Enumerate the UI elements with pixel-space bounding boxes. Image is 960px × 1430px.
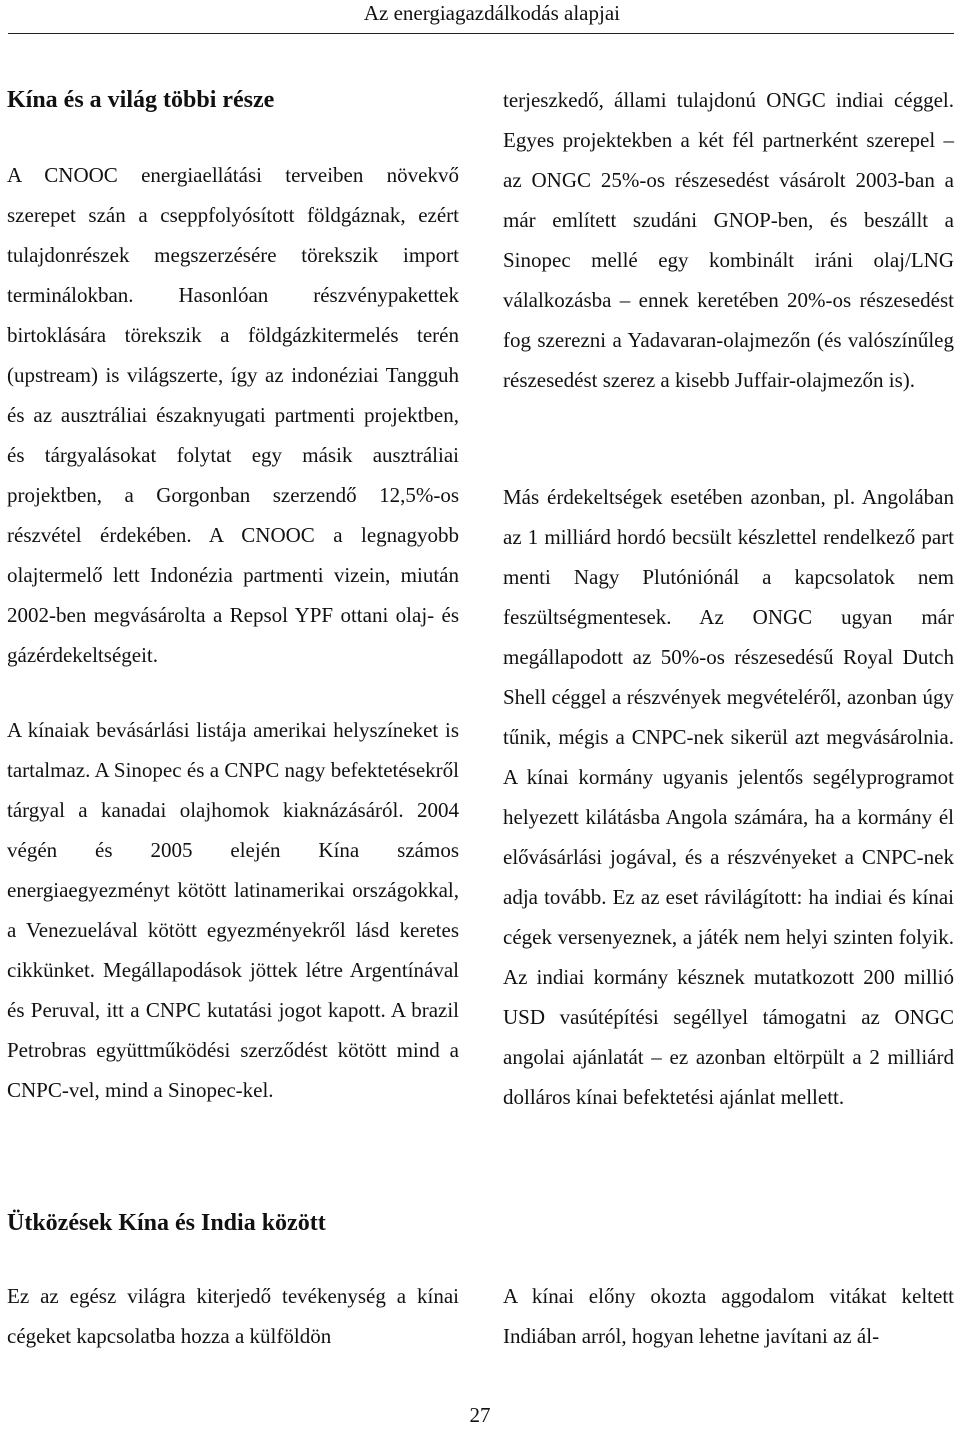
running-header <box>0 0 960 34</box>
section-heading-china-world: Kína és a világ többi része <box>7 87 275 113</box>
paragraph-shopping-list: A kínaiak bevásárlási listája amerikai helyszíneket is tartalmaz. A Sinopec és a CNPC nagy befektetésekről tárgyal a kanadai olajhomok kiaknázásáról. 2004 végén és 2005 elején Kína számos energiaegyezményt kötött latinamerikai országokkal, a Venezuelával kötött egyezményekről lásd keretes cikkünket. Megállapodások jöttek létre Argentínával és Peruval, itt a CNPC kutatási jogot kapott. A brazil Petrobras együttműködési szerződést kötött mind a CNPC-vel, mind a Sinopec-kel. <box>7 718 459 1102</box>
paragraph-ongc: terjeszkedő, állami tulajdonú ONGC indiai céggel. Egyes projektekben a két fél partnerként szerepel – az ONGC 25%-os részesedést vásárolt 2003-ban a már említett szudáni GNOP-ben, és beszállt a Sinopec mellé egy kombinált iráni olaj/LNG válalkozásba – ennek keretében 20%-os részesedést fog szerezni a Yadavaran-olajmezőn (és valószínűleg részesedést szerez a kisebb Juffair-olajmezőn is). <box>503 88 954 392</box>
paragraph-chinese-advantage: A kínai előny okozta aggodalom vitákat keltett Indiában arról, hogyan lehetne javítani az ál- <box>503 1284 954 1348</box>
right-column-block-1 <box>503 80 954 400</box>
paragraph-angola: Más érdekeltségek esetében azonban, pl. Angolában az 1 milliárd hordó becsült készlettel rendelkező part menti Nagy Plutóniónál a kapcsolatok nem feszültségmentesek. Az ONGC ugyan már megállapodott az 50%-os részesedésű Royal Dutch Shell céggel a részvények megvételéről, azonban úgy tűnik, mégis a CNPC-nek sikerül azt megvásárolnia. A kínai kormány ugyanis jelentős segélyprogramot helyezett kilátásba Angola számára, ha a kormány él elővásárlási jogával, és a részvényeket a CNPC-nek adja tovább. Ez az eset rávilágított: ha indiai és kínai cégek versenyeznek, a játék nem helyi szinten folyik. Az indiai kormány késznek mutatkozott 200 millió USD vasútépítési segéllyel támogatni az ONGC angolai ajánlatát – ez azonban eltörpült a 2 milliárd dolláros kínai befektetési ajánlat mellett. <box>503 485 954 1109</box>
right-column-block-2 <box>503 477 954 1117</box>
right-column-block-3 <box>503 1276 954 1356</box>
page-number: 27 <box>469 1403 491 1427</box>
section-heading-china-india: Ütközések Kína és India között <box>7 1210 326 1236</box>
left-column-block-3 <box>7 1276 459 1356</box>
paragraph-worldwide-activity: Ez az egész világra kiterjedő tevékenység a kínai cégeket kapcsolatba hozza a külföldön <box>7 1284 459 1348</box>
paragraph-cnooc: A CNOOC energiaellátási terveiben növekvő szerepet szán a cseppfolyósított földgáznak, ezért tulajdonrészek megszerzésére törekszik import terminálokban. Hasonlóan részvénypakettek birtoklására törekszik a földgázkitermelés terén (upstream) is világszerte, így az indonéziai Tangguh és az ausztráliai északnyugati partmenti projektben, és tárgyalásokat folytat egy másik ausztráliai projektben, a Gorgonban szerzendő 12,5%-os részvétel érdekében. A CNOOC a legnagyobb olajtermelő lett Indonézia partmenti vizein, miután 2002-ben megvásárolta a Repsol YPF ottani olaj- és gázérdekeltségeit. <box>7 163 459 667</box>
header-rule <box>8 33 954 34</box>
left-column-block-2 <box>7 710 459 1110</box>
left-column-block-1 <box>7 155 459 675</box>
running-header-title: Az energiagazdálkodás alapjai <box>363 1 620 25</box>
